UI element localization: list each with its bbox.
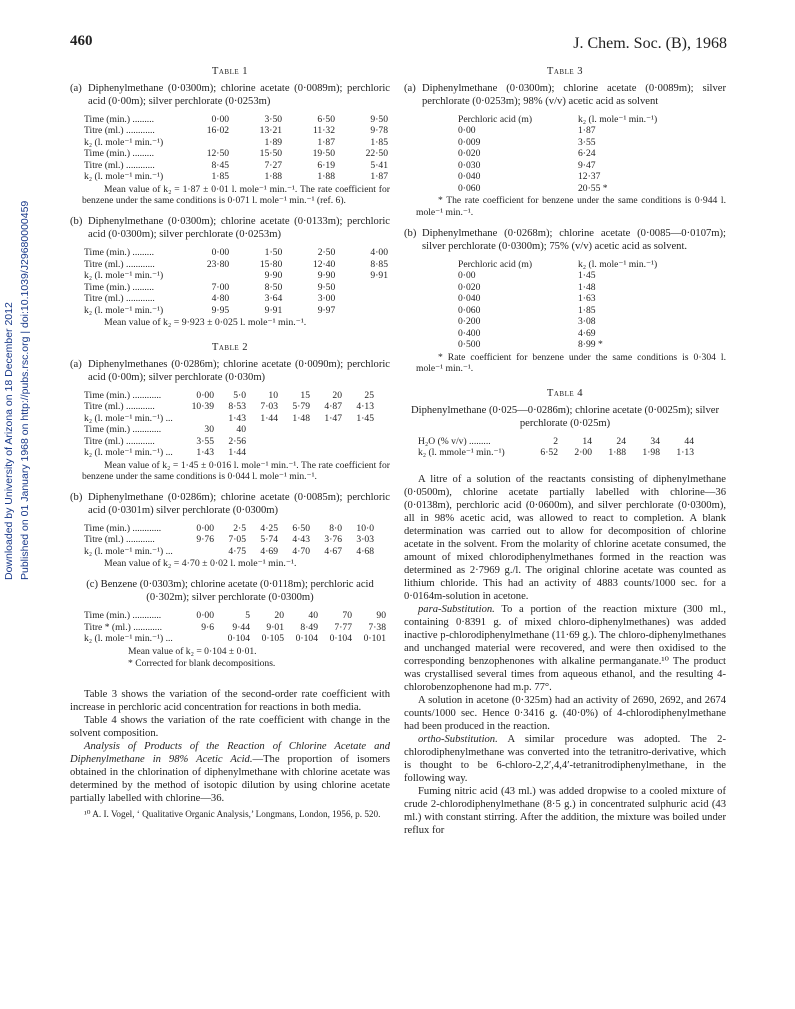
table4-cell: 44 [684,435,694,447]
table2c-cell: 0·104 [329,633,352,645]
table2a-cell: 3·55 [196,435,214,447]
table2b-label: (b) [70,492,83,504]
right-paragraph-2-body: To a portion of the reaction mixture (300 ml., containing 0·8391 g. of mixed chloro-diphenylmethanes) was added inactive p-chlorodiphenylmethane (11·69 g.). The chloro-diphenylmethanes and unchanged material were recovered, and were then oxidised to the corresponding benzophenones with alkaline permanganate.¹⁰ The product was crystallised several times from aqueous ethanol, and the resulting 4-chlorobenzophenone had m.p. 77°. [404,603,726,693]
table3b-footnote: * Rate coefficient for benzene under the same conditions is 0·304 l. mole⁻¹ min.⁻¹. [416,351,726,375]
table2c-row [82,622,388,634]
table1a-row [82,148,390,160]
table4-cell: H₂O (% v/v) ......... [418,435,491,447]
table2b-row [82,523,376,535]
table1b-cell: 3·64 [264,293,283,305]
table2c-cell: 7·77 [334,621,352,633]
table2a-row [82,413,376,425]
table2-title: Table 2 [211,341,249,353]
table2b-cell: 4·68 [356,545,374,557]
table2c-cell: 0·00 [196,610,214,622]
table2a-cell: 5·79 [292,401,310,413]
table1b-cell [337,305,390,317]
table2c-cell: 7·38 [368,621,386,633]
table2a-cell: Time (min.) ............ [84,424,162,436]
table2a-cell: 1·48 [292,412,310,424]
table2b-cell: 9·76 [196,534,214,546]
left-paragraph-3 [70,740,390,805]
table3b-cell: 0·020 [458,281,481,293]
table1a-cell: 1·89 [264,136,283,148]
table1a-cell: 6·19 [317,159,335,171]
table2c-cell: Titre * (ml.) ............ [84,621,162,633]
table1b [82,247,390,316]
table3a-cell: 0·020 [458,148,481,160]
table2c-cell [186,633,216,645]
table3a-label: (a) [404,82,416,94]
table1b-cell: Titre (ml.) ............ [84,293,155,305]
table2a-cell: 30 [204,424,214,436]
right-paragraph-2 [404,603,726,694]
table2b-cell: 6·50 [292,522,310,534]
table2c-cell: 90 [376,610,386,622]
table2a-row [82,401,376,413]
table1a-cell: 9·78 [370,125,388,137]
table3b-row [456,316,696,328]
table2c-cell: 40 [308,610,318,622]
table3b-cell: 1·45 [578,270,596,282]
table2a-cell [312,424,344,436]
table1b-cell: 8·50 [264,281,283,293]
table2a-cell: 40 [236,424,246,436]
table1a-cell: 6·50 [317,113,335,125]
table2a-cell [312,447,344,459]
table2b-cell: 4·69 [260,545,278,557]
right-paragraph-4-heading: ortho-Substitution. [418,734,498,745]
table1a-row [82,137,390,149]
table1b-row [82,293,390,305]
table3b-cell: 0·200 [458,316,481,328]
table3a-cell: 6·24 [578,148,596,160]
sidebar-publication-note: Published on 01 January 1968 on http://pubs.rsc.org | doi:10.1039/J29680000459 [19,200,31,580]
table3a [456,114,696,195]
table1a-label: (a) [70,82,82,94]
table2a-cell [344,424,376,436]
left-paragraph-3-heading: Analysis of Products of the Reaction of Chlorine Acetate and Diphenylmethane in 98% Acetic Acid. [70,741,390,766]
table1a-cell: 1·88 [264,171,283,183]
table1b-cell [192,270,231,282]
table3a-footnote: * The rate coefficient for benzene under the same conditions is 0·944 l. mole⁻¹ min.⁻¹. [416,195,726,218]
table1-title: Table 1 [211,66,249,77]
table4-caption: Diphenylmethane (0·025—0·0286m); chlorine acetate (0·0025m); silver perchlorate (0·025m) [410,404,719,429]
table4-row [416,447,696,459]
table4-cell: 6·52 [540,447,558,459]
table3a-cell: 0·060 [458,182,481,194]
table3a-cell: 1·87 [578,125,596,137]
table3b-cell: 3·08 [578,316,596,328]
table3b-header-row [456,259,696,271]
table2c-cell: 0·104 [295,633,318,645]
table3b-cell: 0·040 [458,293,481,305]
table1b-mean: Mean value of k₂ = 9·923 ± 0·025 l. mole⁻¹ min.⁻¹. [104,317,307,329]
table2b-cell: 8·0 [329,522,342,534]
table1a-cell [192,137,231,149]
table3a-caption-text: Diphenylmethane (0·0300m); chlorine acetate (0·0089m); silver perchlorate (0·0253m); 98% (v/v) acetic acid as solvent [422,82,726,107]
table4-cell: 14 [582,435,592,447]
table2a-caption [70,359,390,385]
right-paragraph-1: A litre of a solution of the reactants consisting of diphenylmethane (0·0500m), chlorine acetate partially labelled with chlorine—36 (0·0138m), perchloric acid (0·0600m), and silver perchlorate (0·0300m), all in 98% acetic acid, was allowed to react to completion. A blank determination was carried out to allow for decomposition of chlorine acetate in the solvent. From the molarity of chlorine acetate consumed, the amount of mixed chlorodiphenylmethanes formed in the reaction was determined as 2·7969 g./l. The original chlorine acetate was counted as lithium chloride. This had an activity of 4883 counts/1000 sec. for a 0·0164m-solution in acetone. [404,473,726,602]
table4-cell: 1·88 [608,447,626,459]
table2c-cell: 8·49 [300,621,318,633]
journal-header: J. Chem. Soc. (B), 1968 [573,35,727,52]
table2a-cell: 20 [332,389,342,401]
table3b-row [456,339,696,351]
table1b-cell: 9·95 [211,304,230,316]
left-column [70,62,390,821]
table2c-cell: 0·101 [363,633,386,645]
table2a-cell: 8·53 [228,401,246,413]
table4-row [416,436,696,448]
table1a-cell: 22·50 [365,148,388,160]
table3a-row [456,183,696,195]
table3a-row [456,137,696,149]
table3b-row [456,270,696,282]
table1b-cell: 4·00 [370,247,388,259]
table1a-cell: k₂ (l. mole⁻¹ min.⁻¹) [84,136,164,148]
table1b-cell [337,293,390,305]
table1a-row [82,114,390,126]
table2b-cell: 4·70 [292,545,310,557]
table2b-cell: 0·00 [196,522,214,534]
table1b-cell: Time (min.) ......... [84,247,155,259]
table3b-cell: 0·500 [458,339,481,351]
table2a-cell: 10·39 [191,401,214,413]
table1a-cell: Titre (ml.) ............ [84,125,155,137]
table2a [82,390,376,459]
table1a-cell: 1·87 [317,136,335,148]
table2a-row [82,436,376,448]
table1b-cell: 2·50 [317,247,336,259]
table1b-cell: 23·80 [206,258,230,270]
table2a-row [82,447,376,459]
table2a-row [82,424,376,436]
table1a-caption-text: Diphenylmethane (0·0300m); chlorine acetate (0·0089m); perchloric acid (0·00m); silver perchlorate (0·0253m) [88,82,390,107]
table1a-cell: 1·87 [370,171,388,183]
table1b-cell: 9·50 [317,281,336,293]
table1a-row [82,160,390,172]
table1a [82,114,390,183]
table1a-cell: 7·27 [264,159,283,171]
table2c-cell: 9·44 [232,621,250,633]
table2a-cell: 0·00 [196,389,214,401]
right-paragraph-4 [404,733,726,785]
table2a-row [82,390,376,402]
table1b-cell: 3·00 [317,293,336,305]
table1a-row [82,171,390,183]
table2c-row [82,633,388,645]
table2b-caption-text: Diphenylmethane (0·0286m); chlorine acetate (0·0085m); perchloric acid (0·0301m) silver perchlorate (0·0300m) [88,492,390,517]
table3a-row [456,171,696,183]
table1a-cell: 9·50 [370,113,388,125]
table3b-cell: 1·85 [578,304,596,316]
table1a-cell: 5·41 [370,159,388,171]
table2b-row [82,546,376,558]
right-paragraph-3: A solution in acetone (0·325m) had an activity of 2690, 2692, and 2674 counts/1000 sec. Hence 0·3416 g. (40·0%) of 4-chlorodiphenylmethane had been produced in the reaction. [404,694,726,732]
table3b-cell: 4·69 [578,327,596,339]
table1b-cell: 4·80 [211,293,230,305]
table3b-caption-text: Diphenylmethane (0·0268m); chlorine acetate (0·0085—0·0107m); silver perchlorate (0·0300m); 75% (v/v) acetic acid as solvent. [422,227,726,252]
table3b-cell: 1·63 [578,293,596,305]
table2a-cell [280,424,312,436]
table1a-cell: 1·88 [317,171,335,183]
table1b-cell: 9·90 [317,270,336,282]
table2b-cell: k₂ (l. mole⁻¹ min.⁻¹) ... [84,545,173,557]
table2a-cell: 1·43 [196,447,214,459]
table3b-row [456,282,696,294]
table3a-cell: 12·37 [578,171,601,183]
table2a-cell [280,447,312,459]
table2b-cell: 4·43 [292,534,310,546]
table2a-cell: 1·44 [228,447,246,459]
table2b-cell [186,546,216,558]
table1a-mean: Mean value of k₂ = 1·87 ± 0·01 l. mole⁻¹ min.⁻¹. The rate coefficient for benzene under the same conditions is 0·071 l. mole⁻¹ min.⁻¹ (ref. 6). [82,183,390,207]
table2b-cell: Time (min.) ............ [84,522,162,534]
table2a-cell: Time (min.) ............ [84,389,162,401]
table2a-cell: Titre (ml.) ............ [84,435,155,447]
table4-cell: 1·13 [676,447,694,459]
table3a-row [456,160,696,172]
table4-cell: k₂ (l. mmole⁻¹ min.⁻¹) [418,447,505,459]
right-column [404,62,726,837]
table2b-cell: 5·74 [260,534,278,546]
table2c-cell: 0·105 [261,633,284,645]
table4-title: Table 4 [546,387,584,399]
table1a-cell: Time (min.) ......... [84,113,155,125]
table3a-header-row [456,114,696,126]
table1a-cell: 16·02 [206,125,230,137]
table3b-row [456,328,696,340]
table1b-row [82,282,390,294]
table1b-row [82,270,390,282]
table4-cell: 24 [616,435,626,447]
table2a-cell: k₂ (l. mole⁻¹ min.⁻¹) ... [84,447,173,459]
table2a-cell: 2·56 [228,435,246,447]
table2a-cell [344,436,376,448]
table2c-mean: Mean value of k₂ = 0·104 ± 0·01. [128,645,257,657]
table1a-cell: 1·85 [370,136,388,148]
table2b-cell: 4·67 [324,545,342,557]
table2c-cell: 20 [274,610,284,622]
table1b-cell: 9·91 [370,270,388,282]
table1b-cell: 1·50 [264,247,283,259]
table1a-cell: Titre (ml.) ............ [84,159,155,171]
table3b-row [456,293,696,305]
table1b-cell: Time (min.) ......... [84,281,155,293]
page-number: 460 [70,33,93,49]
table1b-cell [337,282,390,294]
table3a-cell: 0·030 [458,159,481,171]
table2a-mean: Mean value of k₂ = 1·45 ± 0·016 l. mole⁻¹ min.⁻¹. The rate coefficient for benzene under the same conditions is 0·044 l. mole⁻¹ min.⁻¹. [82,459,390,483]
table1a-cell: 19·50 [312,148,335,160]
table2b-cell: 7·05 [228,534,246,546]
table4-cell: 2·00 [574,447,592,459]
table2b-cell: 4·25 [260,522,278,534]
reference-10: ¹⁰ A. I. Vogel, ‘ Qualitative Organic Analysis,’ Longmans, London, 1956, p. 520. [84,809,381,820]
table1a-cell: k₂ (l. mole⁻¹ min.⁻¹) [84,171,164,183]
table1b-cell: 9·97 [317,304,336,316]
table1b-cell: k₂ (l. mole⁻¹ min.⁻¹) [84,304,164,316]
table2b-cell: Titre (ml.) ............ [84,534,155,546]
table2b-caption [70,492,390,518]
table3a-cell: 0·00 [458,125,476,137]
table1a-cell: 15·50 [259,148,283,160]
table2a-cell: 10 [268,389,278,401]
table1a-row [82,125,390,137]
table3b-header-cell: Perchloric acid (m) [458,258,533,270]
table2a-cell: 4·87 [324,401,342,413]
table2b [82,523,376,558]
table2b-cell: 2·5 [233,522,246,534]
table3b-row [456,305,696,317]
table3b-caption [404,228,726,254]
table2a-cell [344,447,376,459]
table4 [416,436,696,459]
table3a-header-cell: k₂ (l. mole⁻¹ min.⁻¹) [578,113,658,125]
table2b-mean: Mean value of k₂ = 4·70 ± 0·02 l. mole⁻¹ min.⁻¹. [104,558,297,570]
right-paragraph-4-body: A similar procedure was adopted. The 2-chlorodiphenylmethane was converted into the tetranitro-derivative, which is thought to be 6-chloro-2,2′,4,4′-tetranitrodiphenylmethane, in the following way. [404,734,726,785]
right-paragraph-5: Fuming nitric acid (43 ml.) was added dropwise to a cooled mixture of crude 2-chlorodiphenylmethane (8·5 g.) in concentrated sulphuric acid (43 ml.) with constant stirring. After the addition, the mixture was boiled under reflux for [404,786,726,837]
table2b-cell: 3·76 [324,534,342,546]
table4-cell: 34 [650,435,660,447]
table2a-cell [312,436,344,448]
table3a-cell: 0·040 [458,171,481,183]
table2a-cell: 7·03 [260,401,278,413]
table4-cell: 1·98 [642,447,660,459]
table1b-row [82,259,390,271]
table3a-row [456,148,696,160]
table2b-cell: 10·0 [356,522,374,534]
left-paragraph-3-body: —The proportion of isomers obtained in the chlorination of diphenylmethane with chlorine acetate was determined by the method of isotopic dilution by using chlorine acetate partially labelled with chlorine—36. [70,754,390,805]
table2a-cell [248,447,280,459]
table2a-cell: 15 [300,389,310,401]
table2a-cell [248,424,280,436]
table1a-cell: 3·50 [264,113,283,125]
table3b-header-cell: k₂ (l. mole⁻¹ min.⁻¹) [578,258,658,270]
table3b-cell: 1·48 [578,281,596,293]
table2b-cell: 3·03 [356,534,374,546]
table1a-cell: 0·00 [211,113,230,125]
table2c [82,610,388,645]
table2b-cell: 4·75 [228,545,246,557]
table2a-label: (a) [70,358,82,370]
table2c-cell: 70 [342,610,352,622]
table3a-caption [404,83,726,109]
table2a-cell [280,436,312,448]
table3b-label: (b) [404,227,417,239]
table1a-cell: 8·45 [211,159,230,171]
table1b-cell: 7·00 [211,281,230,293]
table3a-cell: 0·009 [458,136,481,148]
table2c-caption: (c) Benzene (0·0303m); chlorine acetate (0·0118m); perchloric acid (0·302m); silver perchlorate (0·0300m) [86,579,374,604]
table1b-caption [70,216,390,242]
table2a-cell: 1·44 [260,412,278,424]
table1a-cell: Time (min.) ......... [84,148,155,160]
table1a-cell: 13·21 [259,125,283,137]
table4-cell: 2 [553,435,558,447]
table1a-cell: 11·32 [312,125,335,137]
table2c-cell: 9·01 [266,621,284,633]
table3a-cell: 9·47 [578,159,596,171]
table1a-cell: 12·50 [206,148,230,160]
table2a-cell: 4·13 [356,401,374,413]
table2c-cell: 0·104 [227,633,250,645]
table1b-cell: k₂ (l. mole⁻¹ min.⁻¹) [84,270,164,282]
table2a-cell: 5·0 [233,389,246,401]
table1b-cell: 0·00 [211,247,230,259]
table3a-row [456,125,696,137]
table1b-row [82,247,390,259]
table2c-cell: 9·6 [201,621,214,633]
table2c-cell: k₂ (l. mole⁻¹ min.⁻¹) ... [84,633,173,645]
table2a-cell: Titre (ml.) ............ [84,401,155,413]
table2a-cell: 1·45 [356,412,374,424]
table3a-cell: 3·55 [578,136,596,148]
table1b-cell: Titre (ml.) ............ [84,258,155,270]
table3b [456,259,696,351]
table1b-cell: 9·90 [264,270,283,282]
table2c-row [82,610,388,622]
table2c-footnote: * Corrected for blank decompositions. [128,658,276,670]
table1b-row [82,305,390,317]
table3b-cell: 8·99 * [578,339,603,351]
table1b-caption-text: Diphenylmethane (0·0300m); chlorine acetate (0·0133m); perchloric acid (0·0300m); silver perchlorate (0·0253m) [88,216,390,241]
table3a-cell: 20·55 * [578,182,608,194]
table1b-cell: 9·91 [264,304,283,316]
table2a-cell [248,436,280,448]
table1b-label: (b) [70,216,83,228]
table2a-cell: k₂ (l. mole⁻¹ min.⁻¹) ... [84,412,173,424]
table1a-cell: 1·85 [211,171,230,183]
left-paragraph-1: Table 3 shows the variation of the second-order rate coefficient with increase in perchloric acid concentration for reactions in both media. [70,689,390,714]
table3a-header-cell: Perchloric acid (m) [458,113,533,125]
table1b-cell: 15·80 [259,258,283,270]
table1a-caption [70,83,390,109]
table3b-cell: 0·400 [458,327,481,339]
table2c-cell: 5 [245,610,250,622]
table2a-cell: 1·43 [228,412,246,424]
table2c-cell: Time (min.) ............ [84,610,162,622]
table2b-row [82,534,376,546]
table2a-cell [186,413,216,425]
sidebar-download-note: Downloaded by University of Arizona on 18 December 2012 [3,302,15,580]
right-paragraph-2-heading: para-Substitution. [418,603,495,615]
left-paragraph-2: Table 4 shows the variation of the rate coefficient with change in the solvent composition. [70,715,390,740]
table3b-cell: 0·00 [458,270,476,282]
table1b-cell: 8·85 [370,258,388,270]
table3b-cell: 0·060 [458,304,481,316]
table1b-cell: 12·40 [312,258,336,270]
table2a-cell: 1·47 [324,412,342,424]
table2a-caption-text: Diphenylmethanes (0·0286m); chlorine acetate (0·0090m); perchloric acid (0·00m); silver perchlorate (0·030m) [88,358,390,383]
table2a-cell: 25 [364,389,374,401]
table3-title: Table 3 [546,66,584,77]
